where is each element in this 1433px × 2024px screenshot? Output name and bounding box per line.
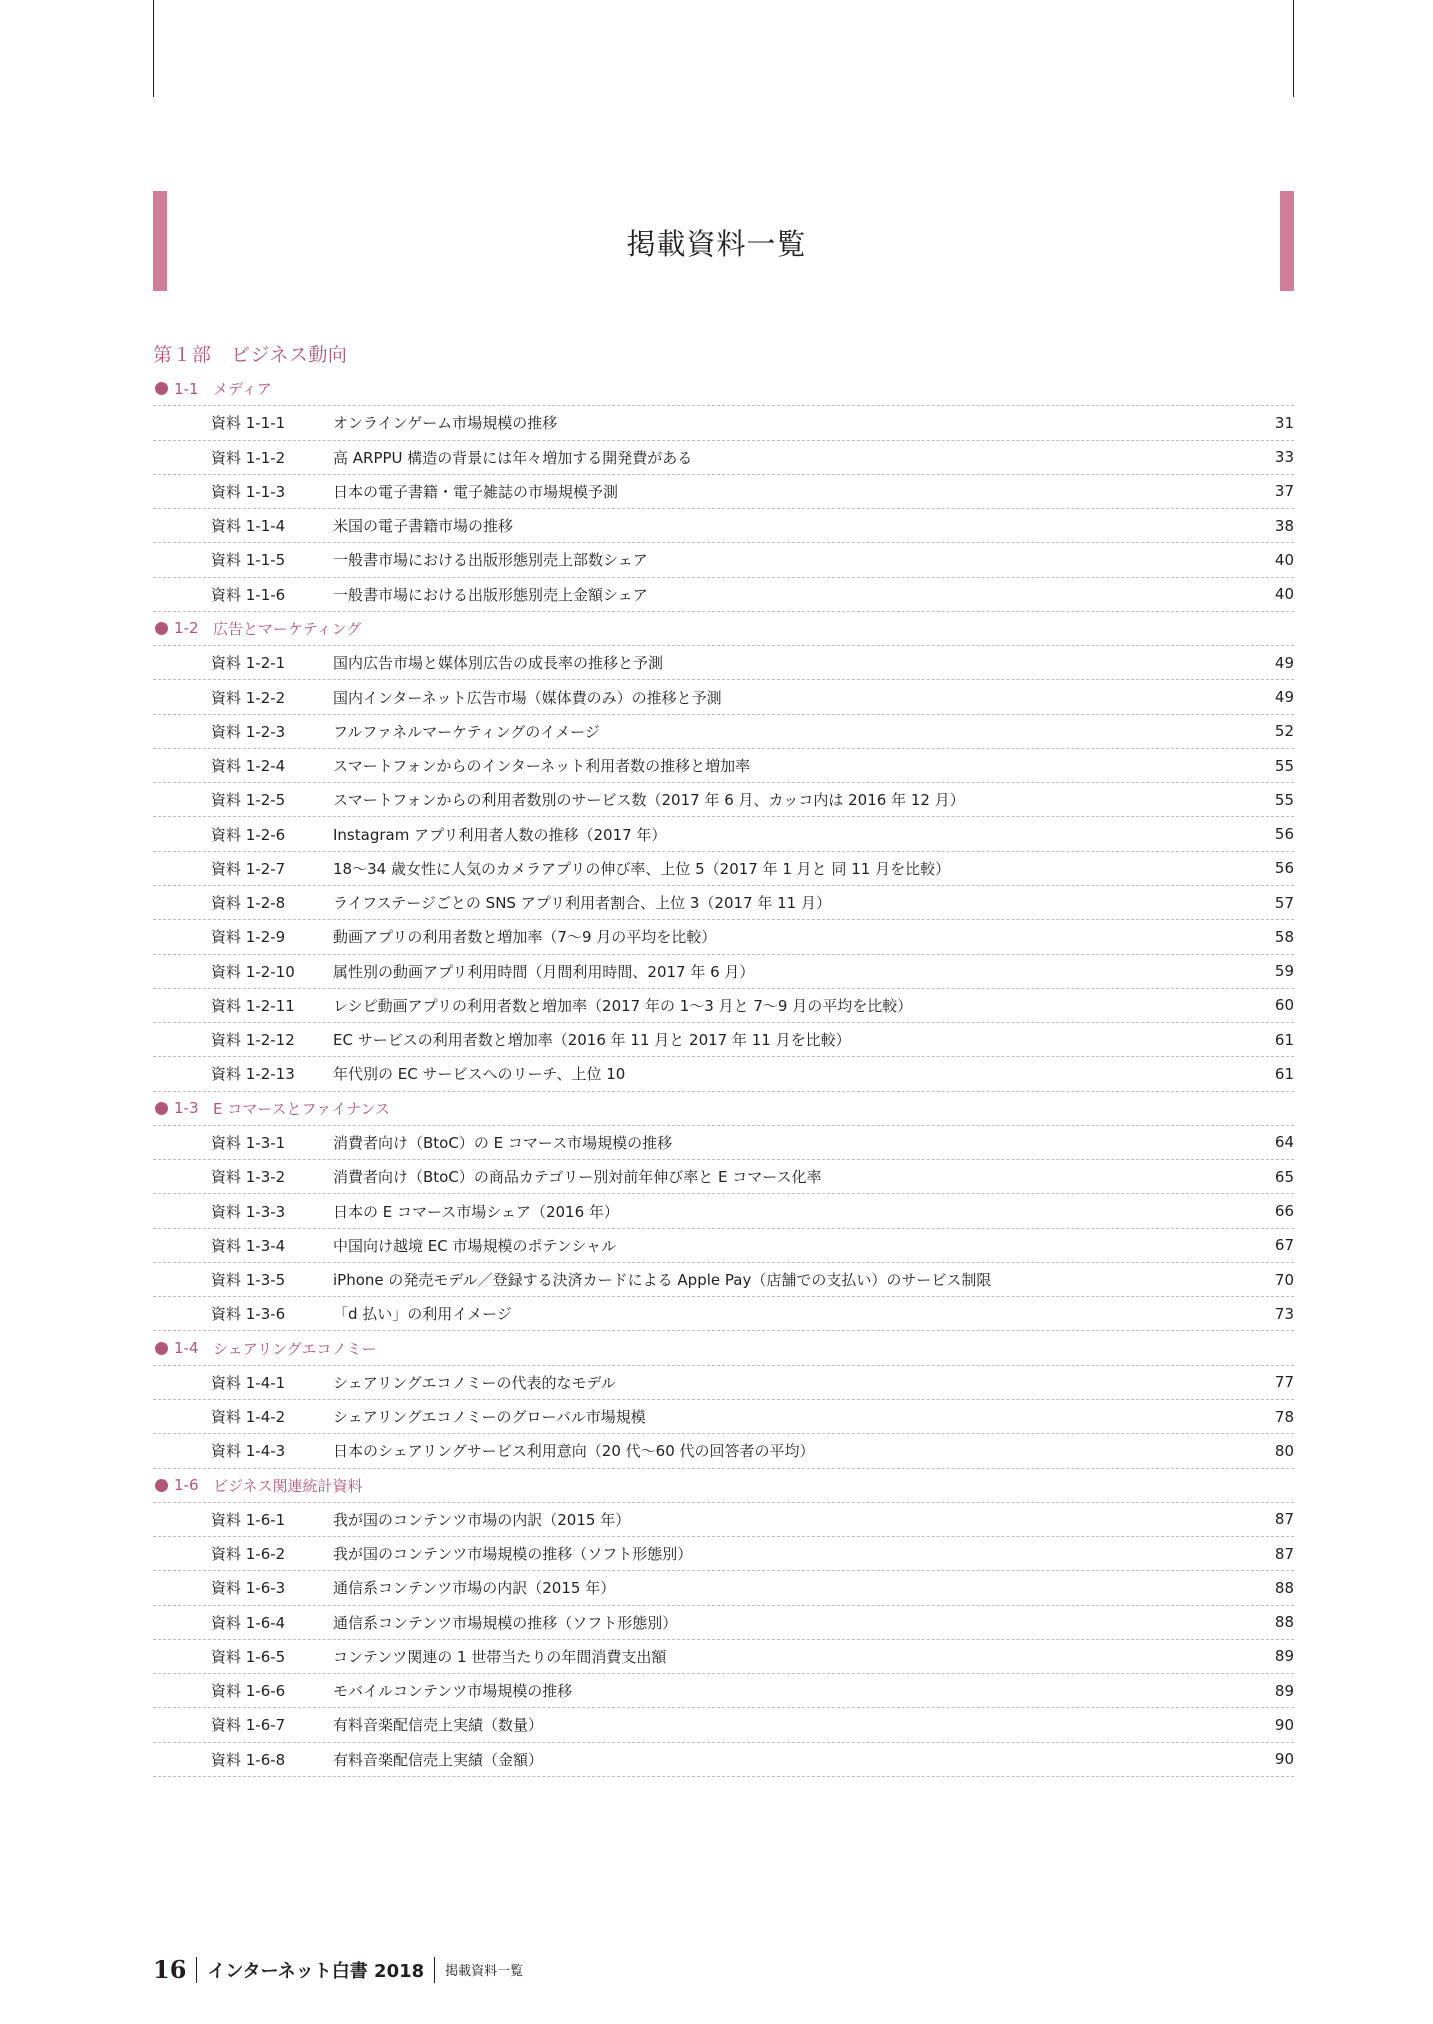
list-item [153, 1743, 1294, 1777]
entry-id: 資料 1-6-7 [211, 1716, 286, 1735]
list-item [153, 1229, 1294, 1263]
entry-page: 89 [1274, 1681, 1294, 1700]
entry-page: 56 [1274, 859, 1294, 878]
entry-id: 資料 1-2-11 [211, 996, 295, 1015]
entry-title: シェアリングエコノミーのグローバル市場規模 [333, 1408, 646, 1427]
entry-title: スマートフォンからのインターネット利用者数の推移と増加率 [333, 757, 751, 776]
footer-publication: インターネット白書 2018 [207, 1960, 425, 1982]
entry-page: 56 [1274, 825, 1294, 844]
entry-page: 60 [1274, 996, 1294, 1015]
entry-page: 55 [1274, 790, 1294, 809]
section-title: ビジネス関連統計資料 [213, 1476, 363, 1495]
list-item [153, 680, 1294, 714]
entry-title: 国内インターネット広告市場（媒体費のみ）の推移と予測 [333, 688, 722, 707]
section-heading [153, 1092, 1294, 1126]
entry-title: コンテンツ関連の 1 世帯当たりの年間消費支出額 [333, 1647, 667, 1666]
section-number: 1-6 [174, 1476, 199, 1495]
list-item [153, 1194, 1294, 1228]
list-item [153, 852, 1294, 886]
crop-mark-left [153, 0, 154, 97]
entry-page: 70 [1274, 1270, 1294, 1289]
footer-page-number: 16 [153, 1955, 187, 1984]
entry-id: 資料 1-4-3 [211, 1442, 286, 1461]
entry-id: 資料 1-4-1 [211, 1373, 286, 1392]
entry-id: 資料 1-3-5 [211, 1271, 286, 1290]
entry-id: 資料 1-2-7 [211, 859, 286, 878]
entry-id: 資料 1-6-4 [211, 1613, 286, 1632]
entry-id: 資料 1-6-6 [211, 1682, 286, 1701]
entry-page: 40 [1274, 550, 1294, 569]
list-item [153, 1400, 1294, 1434]
list-item [153, 1297, 1294, 1331]
entry-id: 資料 1-1-2 [211, 448, 286, 467]
entry-id: 資料 1-6-2 [211, 1545, 286, 1564]
section-heading [153, 1331, 1294, 1365]
list-item [153, 509, 1294, 543]
entry-id: 資料 1-1-3 [211, 482, 286, 501]
entry-page: 55 [1274, 756, 1294, 775]
entry-page: 87 [1274, 1544, 1294, 1563]
section-title: メディア [213, 380, 272, 399]
bullet-icon [155, 1479, 168, 1492]
list-item [153, 749, 1294, 783]
list-item [153, 1366, 1294, 1400]
bullet-icon [155, 1342, 168, 1355]
entry-id: 資料 1-2-10 [211, 962, 295, 981]
entry-title: 消費者向け（BtoC）の商品カテゴリー別対前年伸び率と E コマース化率 [333, 1168, 822, 1187]
entry-title: フルファネルマーケティングのイメージ [333, 722, 600, 741]
crop-mark-right [1293, 0, 1294, 97]
entry-page: 61 [1274, 1064, 1294, 1083]
entry-id: 資料 1-1-4 [211, 517, 286, 536]
entry-id: 資料 1-2-3 [211, 722, 286, 741]
entry-title: スマートフォンからの利用者数別のサービス数（2017 年 6 月、カッコ内は 2016 年 12 月） [333, 791, 965, 810]
entry-title: 年代別の EC サービスへのリーチ、上位 10 [333, 1065, 626, 1084]
entry-id: 資料 1-2-12 [211, 1031, 295, 1050]
list-item [153, 475, 1294, 509]
entry-page: 38 [1274, 516, 1294, 535]
entry-page: 73 [1274, 1304, 1294, 1323]
entry-id: 資料 1-1-6 [211, 585, 286, 604]
entry-title: 中国向け越境 EC 市場規模のポテンシャル [333, 1236, 617, 1255]
list-item [153, 1571, 1294, 1605]
entry-title: Instagram アプリ利用者人数の推移（2017 年） [333, 825, 667, 844]
list-item [153, 1708, 1294, 1742]
entry-id: 資料 1-2-6 [211, 825, 286, 844]
entry-page: 57 [1274, 893, 1294, 912]
entry-title: レシピ動画アプリの利用者数と増加率（2017 年の 1〜3 月と 7〜9 月の平均を比較） [333, 996, 913, 1015]
entry-title: 有料音楽配信売上実績（数量） [333, 1716, 544, 1735]
entry-id: 資料 1-3-2 [211, 1168, 286, 1187]
entry-title: 米国の電子書籍市場の推移 [333, 517, 514, 536]
list-item [153, 1606, 1294, 1640]
entry-page: 78 [1274, 1407, 1294, 1426]
entry-page: 88 [1274, 1613, 1294, 1632]
page-title: 掲載資料一覧 [626, 227, 807, 261]
entry-title: 「d 払い」の利用イメージ [333, 1305, 512, 1324]
list-item [153, 783, 1294, 817]
list-item [153, 1057, 1294, 1091]
part-title: 第１部 ビジネス動向 [153, 344, 348, 366]
entry-page: 89 [1274, 1647, 1294, 1666]
list-item [153, 1126, 1294, 1160]
page-footer [153, 1955, 523, 1984]
entry-page: 59 [1274, 962, 1294, 981]
entry-title: 日本の E コマース市場シェア（2016 年） [333, 1202, 619, 1221]
footer-divider [434, 1957, 435, 1983]
entry-page: 58 [1274, 927, 1294, 946]
entry-page: 33 [1274, 448, 1294, 467]
entry-title: 日本のシェアリングサービス利用意向（20 代〜60 代の回答者の平均） [333, 1442, 815, 1461]
footer-divider [196, 1957, 197, 1983]
entry-page: 49 [1274, 653, 1294, 672]
bullet-icon [155, 1102, 168, 1115]
list-item [153, 715, 1294, 749]
entry-page: 31 [1274, 413, 1294, 432]
entry-page: 87 [1274, 1510, 1294, 1529]
entry-title: 通信系コンテンツ市場の内訳（2015 年） [333, 1579, 616, 1598]
entry-page: 40 [1274, 585, 1294, 604]
list-item [153, 886, 1294, 920]
entry-title: 通信系コンテンツ市場規模の推移（ソフト形態別） [333, 1613, 678, 1632]
entry-title: 一般書市場における出版形態別売上部数シェア [333, 551, 648, 570]
list-item [153, 817, 1294, 851]
list-item [153, 1640, 1294, 1674]
entry-id: 資料 1-4-2 [211, 1408, 286, 1427]
section-number: 1-1 [174, 379, 199, 398]
section-heading [153, 612, 1294, 646]
section-number: 1-3 [174, 1099, 199, 1118]
entry-id: 資料 1-2-2 [211, 688, 286, 707]
entry-title: 我が国のコンテンツ市場規模の推移（ソフト形態別） [333, 1545, 693, 1564]
entry-title: 18〜34 歳女性に人気のカメラアプリの伸び率、上位 5（2017 年 1 月と 同 11 月を比較） [333, 859, 951, 878]
list-item [153, 1263, 1294, 1297]
entry-page: 61 [1274, 1030, 1294, 1049]
entry-id: 資料 1-2-8 [211, 894, 286, 913]
list-item [153, 1434, 1294, 1468]
entry-page: 67 [1274, 1236, 1294, 1255]
entry-id: 資料 1-6-3 [211, 1579, 286, 1598]
table-of-contents [153, 372, 1294, 1777]
entry-title: オンラインゲーム市場規模の推移 [333, 414, 558, 433]
section-heading [153, 372, 1294, 406]
entry-id: 資料 1-2-4 [211, 757, 286, 776]
entry-title: EC サービスの利用者数と増加率（2016 年 11 月と 2017 年 11 月を比較） [333, 1031, 851, 1050]
section-title: 広告とマーケティング [213, 619, 362, 638]
entry-title: 消費者向け（BtoC）の E コマース市場規模の推移 [333, 1133, 673, 1152]
entry-id: 資料 1-2-9 [211, 928, 286, 947]
entry-title: 我が国のコンテンツ市場の内訳（2015 年） [333, 1510, 631, 1529]
section-number: 1-4 [174, 1339, 199, 1358]
list-item [153, 646, 1294, 680]
entry-page: 52 [1274, 722, 1294, 741]
entry-title: シェアリングエコノミーの代表的なモデル [333, 1373, 616, 1392]
entry-title: 有料音楽配信売上実績（金額） [333, 1750, 544, 1769]
list-item [153, 955, 1294, 989]
entry-page: 37 [1274, 482, 1294, 501]
entry-page: 80 [1274, 1441, 1294, 1460]
entry-page: 90 [1274, 1750, 1294, 1769]
entry-page: 88 [1274, 1578, 1294, 1597]
entry-id: 資料 1-6-8 [211, 1750, 286, 1769]
entry-id: 資料 1-1-5 [211, 551, 286, 570]
entry-title: ライフステージごとの SNS アプリ利用者割合、上位 3（2017 年 11 月） [333, 894, 831, 913]
entry-page: 77 [1274, 1373, 1294, 1392]
entry-title: モバイルコンテンツ市場規模の推移 [333, 1682, 573, 1701]
entry-title: 国内広告市場と媒体別広告の成長率の推移と予測 [333, 654, 664, 673]
entry-title: 日本の電子書籍・電子雑誌の市場規模予測 [333, 482, 619, 501]
entry-id: 資料 1-2-1 [211, 654, 286, 673]
bullet-icon [155, 622, 168, 635]
list-item [153, 1160, 1294, 1194]
list-item [153, 406, 1294, 440]
entry-id: 資料 1-3-3 [211, 1202, 286, 1221]
list-item [153, 578, 1294, 612]
entry-title: 一般書市場における出版形態別売上金額シェア [333, 585, 648, 604]
section-heading [153, 1469, 1294, 1503]
list-item [153, 543, 1294, 577]
entry-title: 高 ARPPU 構造の背景には年々増加する開発費がある [333, 448, 693, 467]
entry-id: 資料 1-1-1 [211, 414, 286, 433]
entry-title: 属性別の動画アプリ利用時間（月間利用時間、2017 年 6 月） [333, 962, 755, 981]
footer-section-name: 掲載資料一覧 [445, 1964, 524, 1979]
list-item [153, 920, 1294, 954]
entry-title: iPhone の発売モデル／登録する決済カードによる Apple Pay（店舗での支払い）のサービス制限 [333, 1271, 992, 1290]
entry-title: 動画アプリの利用者数と増加率（7〜9 月の平均を比較） [333, 928, 717, 947]
section-title: シェアリングエコノミー [213, 1339, 377, 1358]
section-number: 1-2 [174, 619, 199, 638]
entry-id: 資料 1-2-13 [211, 1065, 295, 1084]
entry-page: 64 [1274, 1133, 1294, 1152]
entry-id: 資料 1-3-4 [211, 1236, 286, 1255]
list-item [153, 989, 1294, 1023]
entry-id: 資料 1-6-1 [211, 1510, 286, 1529]
entry-page: 90 [1274, 1715, 1294, 1734]
list-item [153, 1537, 1294, 1571]
list-item [153, 1023, 1294, 1057]
bullet-icon [155, 382, 168, 395]
list-item [153, 441, 1294, 475]
section-title: E コマースとファイナンス [213, 1099, 390, 1118]
entry-page: 66 [1274, 1202, 1294, 1220]
entry-id: 資料 1-6-5 [211, 1647, 286, 1666]
entry-id: 資料 1-3-1 [211, 1133, 286, 1152]
list-item [153, 1674, 1294, 1708]
entry-page: 65 [1274, 1167, 1294, 1186]
entry-page: 49 [1274, 688, 1294, 707]
list-item [153, 1503, 1294, 1537]
entry-id: 資料 1-3-6 [211, 1305, 286, 1324]
entry-id: 資料 1-2-5 [211, 791, 286, 810]
